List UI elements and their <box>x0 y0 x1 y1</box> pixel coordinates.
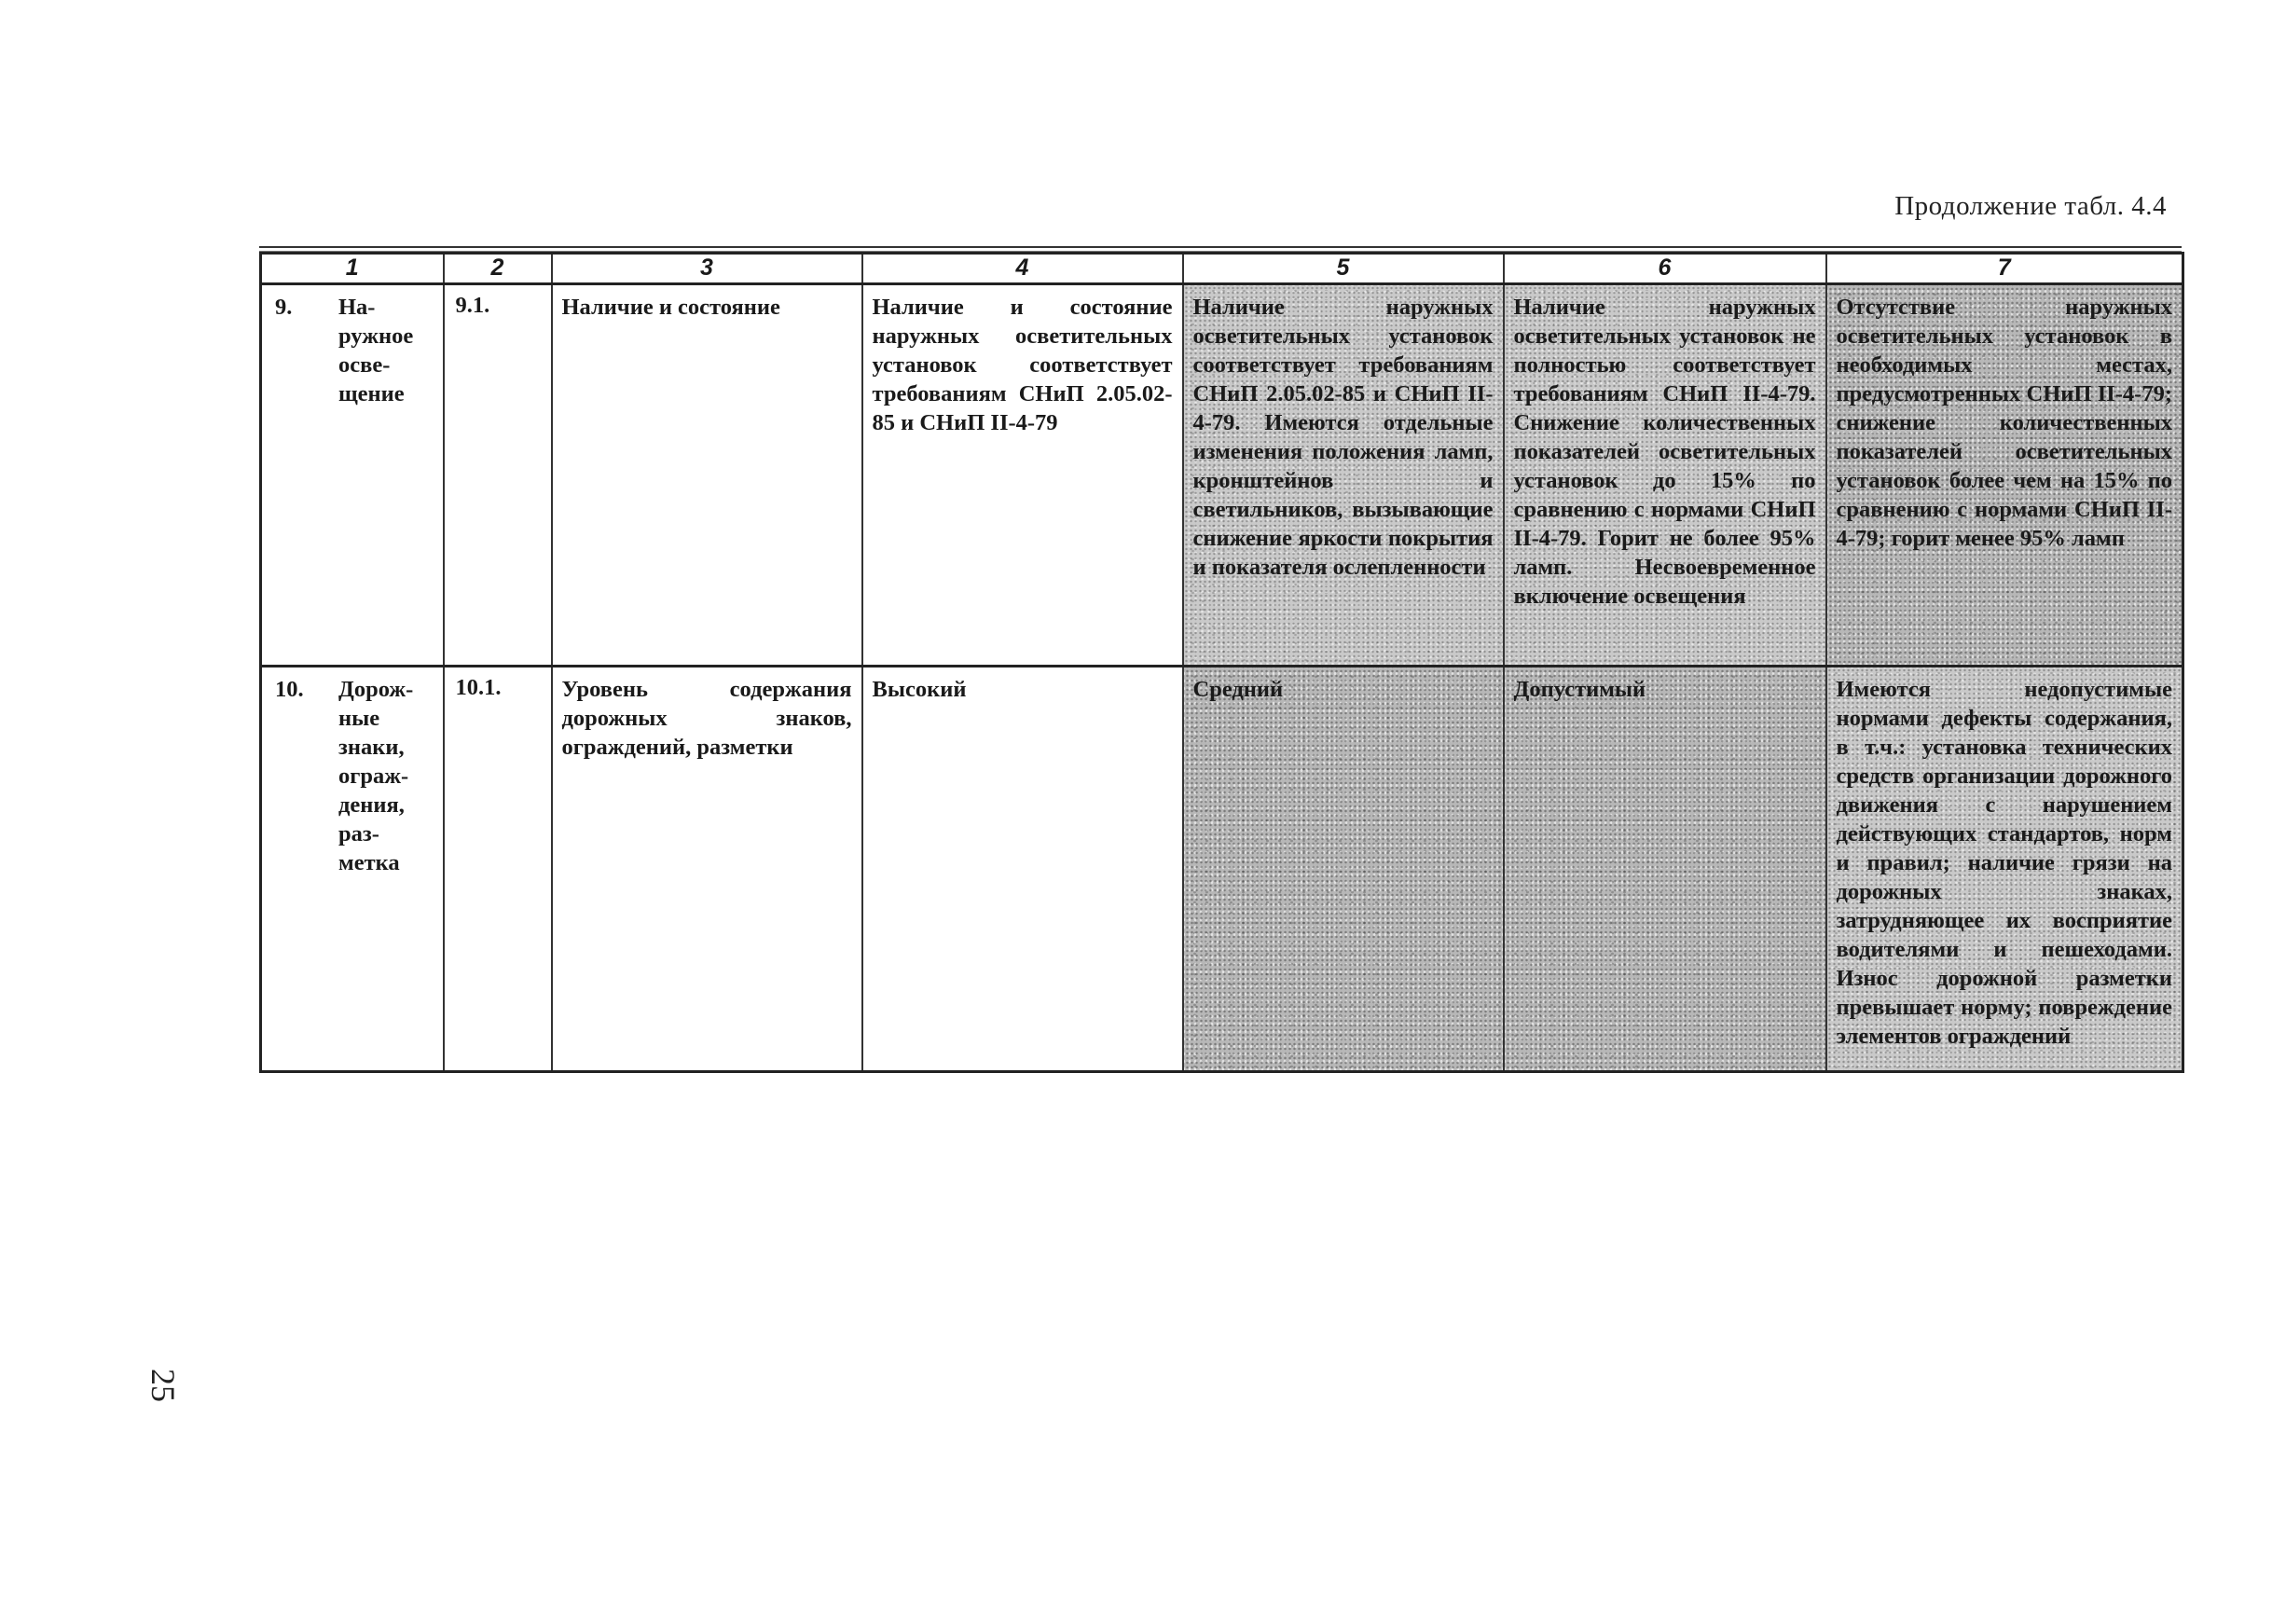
column-header-6: 6 <box>1504 254 1826 284</box>
column-header-2: 2 <box>444 254 552 284</box>
row-number: 10. <box>275 677 304 702</box>
criterion-text: Уровень содержания дорожных знаков, ограждений, разметки <box>561 677 852 760</box>
table-row <box>261 667 2183 1072</box>
column-header-1: 1 <box>261 254 444 284</box>
row-number: 9. <box>275 295 293 320</box>
sub-number: 9.1. <box>455 293 490 318</box>
category-cell <box>262 667 443 877</box>
criterion-text: Наличие и состояние <box>561 295 780 320</box>
column-header-7: 7 <box>1826 254 2183 284</box>
column-header-5: 5 <box>1183 254 1504 284</box>
category-cell <box>262 285 443 408</box>
column-header-4: 4 <box>862 254 1183 284</box>
level-unacceptable-text: Отсутствие наружных осветительных установок в необходимых местах, предусмотренных СНиП II-4-79; снижение количественных показателей осветительных установок более чем на 15% по сравнению с нормами СНиП II-4-79; горит менее 95% ламп <box>1836 295 2172 551</box>
page-number: 25 <box>145 1369 182 1402</box>
table-continuation-caption: Продолжение табл. 4.4 <box>1894 191 2167 221</box>
level-high-text: Высокий <box>872 677 967 702</box>
level-unacceptable-text: Имеются недопустимые нормами дефекты содержания, в т.ч.: установка технических средств организации дорожного движения с нарушением действующих стандартов, норм и правил; наличие грязи на дорожных знаках, затрудняющее их восприятие водителями и пешеходами. Износ дорожной разметки превышает норму; повреждение элементов ограждений <box>1836 677 2172 1049</box>
level-acceptable-text: Наличие наружных осветительных установок не полностью соответствует требованиям СНиП II-4-79. Снижение количественных показателей осветительных установок до 15% по сравнению с нормами СНиП II-4-79. Горит не более 95% ламп. Несвоевременное включение освещения <box>1513 295 1816 609</box>
sub-number: 10.1. <box>455 675 502 700</box>
level-acceptable-text: Допустимый <box>1513 677 1646 702</box>
criteria-table <box>259 252 2184 1073</box>
table-row <box>261 284 2183 667</box>
category-name: Дорож-ные знаки, ограж-дения, раз-метка <box>338 677 414 875</box>
level-high-text: Наличие и состояние наружных осветительных установок соответствует требованиям СНиП 2.05.02-85 и СНиП II-4-79 <box>872 295 1173 435</box>
level-medium-text: Средний <box>1192 677 1284 702</box>
category-name: На-ружное осве-щение <box>338 295 414 406</box>
header-row <box>261 254 2183 284</box>
top-rule <box>259 246 2182 252</box>
column-header-3: 3 <box>552 254 862 284</box>
level-medium-text: Наличие наружных осветительных установок соответствует требованиям СНиП 2.05.02-85 и СНиП II-4-79. Имеются отдельные изменения положения ламп, кронштейнов и светильников, вызывающие снижение яркости покрытия и показателя ослепленности <box>1192 295 1494 580</box>
condition-table <box>259 252 2182 1073</box>
